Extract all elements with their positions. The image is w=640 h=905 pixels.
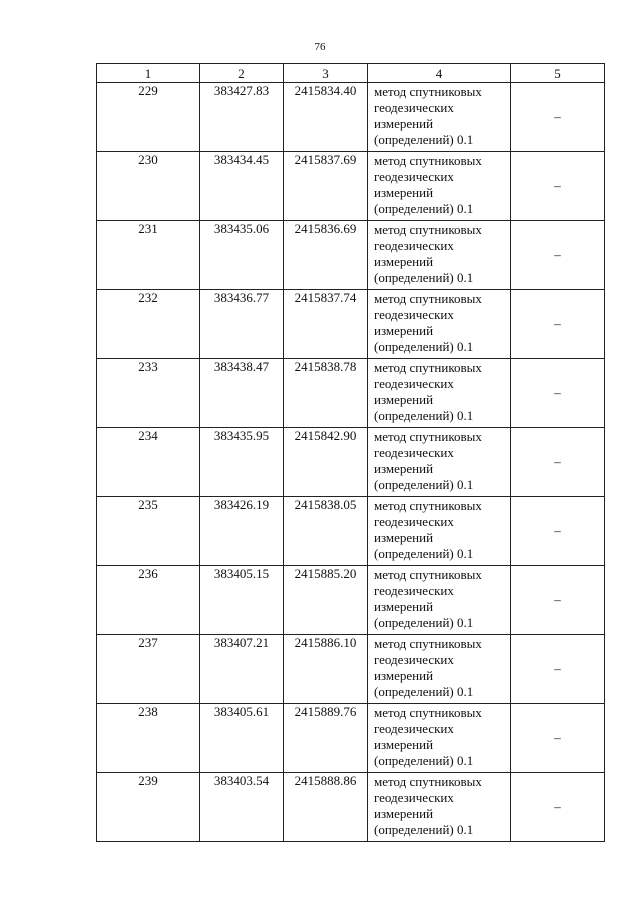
x-coordinate-cell: 383405.15 — [200, 566, 284, 635]
point-number-cell: 235 — [97, 497, 200, 566]
method-line: метод спутниковых — [374, 360, 482, 375]
method-line: (определений) 0.1 — [374, 201, 474, 216]
method-line: геодезических — [374, 790, 454, 805]
method-line: измерений — [374, 461, 434, 476]
note-cell: – — [511, 773, 605, 842]
method-cell — [368, 290, 511, 359]
method-line: (определений) 0.1 — [374, 477, 474, 492]
method-line: геодезических — [374, 376, 454, 391]
table-row — [97, 704, 605, 773]
x-coordinate-cell: 383427.83 — [200, 83, 284, 152]
x-coordinate-cell: 383436.77 — [200, 290, 284, 359]
note-cell: – — [511, 359, 605, 428]
method-line: (определений) 0.1 — [374, 270, 474, 285]
x-coordinate-cell: 383405.61 — [200, 704, 284, 773]
method-cell — [368, 152, 511, 221]
method-line: (определений) 0.1 — [374, 132, 474, 147]
y-coordinate-cell: 2415886.10 — [284, 635, 368, 704]
method-line: метод спутниковых — [374, 429, 482, 444]
table-row — [97, 428, 605, 497]
column-header: 3 — [284, 64, 368, 83]
method-line: измерений — [374, 599, 434, 614]
y-coordinate-cell: 2415885.20 — [284, 566, 368, 635]
point-number-cell: 238 — [97, 704, 200, 773]
method-cell — [368, 428, 511, 497]
method-line: геодезических — [374, 445, 454, 460]
method-line: (определений) 0.1 — [374, 684, 474, 699]
method-cell — [368, 221, 511, 290]
x-coordinate-cell: 383403.54 — [200, 773, 284, 842]
method-line: метод спутниковых — [374, 291, 482, 306]
note-cell: – — [511, 83, 605, 152]
method-line: измерений — [374, 806, 434, 821]
method-line: (определений) 0.1 — [374, 339, 474, 354]
method-line: геодезических — [374, 514, 454, 529]
table-row — [97, 635, 605, 704]
y-coordinate-cell: 2415888.86 — [284, 773, 368, 842]
method-line: метод спутниковых — [374, 705, 482, 720]
y-coordinate-cell: 2415836.69 — [284, 221, 368, 290]
point-number-cell: 233 — [97, 359, 200, 428]
point-number-cell: 239 — [97, 773, 200, 842]
x-coordinate-cell: 383435.06 — [200, 221, 284, 290]
method-line: метод спутниковых — [374, 774, 482, 789]
note-cell: – — [511, 497, 605, 566]
method-cell — [368, 635, 511, 704]
point-number-cell: 229 — [97, 83, 200, 152]
method-line: геодезических — [374, 169, 454, 184]
method-line: измерений — [374, 185, 434, 200]
method-line: (определений) 0.1 — [374, 408, 474, 423]
method-line: метод спутниковых — [374, 498, 482, 513]
table-row — [97, 290, 605, 359]
table-row — [97, 221, 605, 290]
method-line: измерений — [374, 737, 434, 752]
y-coordinate-cell: 2415838.78 — [284, 359, 368, 428]
y-coordinate-cell: 2415842.90 — [284, 428, 368, 497]
note-cell: – — [511, 566, 605, 635]
method-line: измерений — [374, 323, 434, 338]
method-cell — [368, 497, 511, 566]
column-header: 1 — [97, 64, 200, 83]
table-row — [97, 83, 605, 152]
method-line: метод спутниковых — [374, 636, 482, 651]
method-line: геодезических — [374, 583, 454, 598]
method-line: метод спутниковых — [374, 567, 482, 582]
method-line: измерений — [374, 668, 434, 683]
method-line: (определений) 0.1 — [374, 753, 474, 768]
method-line: метод спутниковых — [374, 222, 482, 237]
point-number-cell: 232 — [97, 290, 200, 359]
method-line: геодезических — [374, 652, 454, 667]
note-cell: – — [511, 221, 605, 290]
y-coordinate-cell: 2415837.69 — [284, 152, 368, 221]
table-row — [97, 566, 605, 635]
method-line: измерений — [374, 530, 434, 545]
x-coordinate-cell: 383407.21 — [200, 635, 284, 704]
column-header: 2 — [200, 64, 284, 83]
point-number-cell: 230 — [97, 152, 200, 221]
method-line: измерений — [374, 254, 434, 269]
method-line: геодезических — [374, 100, 454, 115]
page-number: 76 — [314, 41, 326, 53]
x-coordinate-cell: 383426.19 — [200, 497, 284, 566]
method-line: (определений) 0.1 — [374, 546, 474, 561]
table-header-row — [97, 64, 605, 83]
method-line: измерений — [374, 116, 434, 131]
method-line: (определений) 0.1 — [374, 615, 474, 630]
note-cell: – — [511, 635, 605, 704]
x-coordinate-cell: 383434.45 — [200, 152, 284, 221]
coordinates-table — [96, 63, 605, 842]
y-coordinate-cell: 2415837.74 — [284, 290, 368, 359]
method-cell — [368, 359, 511, 428]
x-coordinate-cell: 383438.47 — [200, 359, 284, 428]
table-body — [97, 64, 605, 842]
note-cell: – — [511, 152, 605, 221]
method-line: геодезических — [374, 307, 454, 322]
y-coordinate-cell: 2415838.05 — [284, 497, 368, 566]
table-row — [97, 152, 605, 221]
y-coordinate-cell: 2415834.40 — [284, 83, 368, 152]
point-number-cell: 236 — [97, 566, 200, 635]
method-line: метод спутниковых — [374, 153, 482, 168]
point-number-cell: 231 — [97, 221, 200, 290]
y-coordinate-cell: 2415889.76 — [284, 704, 368, 773]
x-coordinate-cell: 383435.95 — [200, 428, 284, 497]
table-row — [97, 773, 605, 842]
method-cell — [368, 83, 511, 152]
point-number-cell: 234 — [97, 428, 200, 497]
method-line: геодезических — [374, 238, 454, 253]
column-header: 5 — [511, 64, 605, 83]
table-row — [97, 497, 605, 566]
method-line: измерений — [374, 392, 434, 407]
method-line: метод спутниковых — [374, 84, 482, 99]
method-cell — [368, 773, 511, 842]
note-cell: – — [511, 704, 605, 773]
note-cell: – — [511, 290, 605, 359]
method-cell — [368, 704, 511, 773]
method-line: геодезических — [374, 721, 454, 736]
column-header: 4 — [368, 64, 511, 83]
point-number-cell: 237 — [97, 635, 200, 704]
note-cell: – — [511, 428, 605, 497]
method-cell — [368, 566, 511, 635]
table-row — [97, 359, 605, 428]
method-line: (определений) 0.1 — [374, 822, 474, 837]
